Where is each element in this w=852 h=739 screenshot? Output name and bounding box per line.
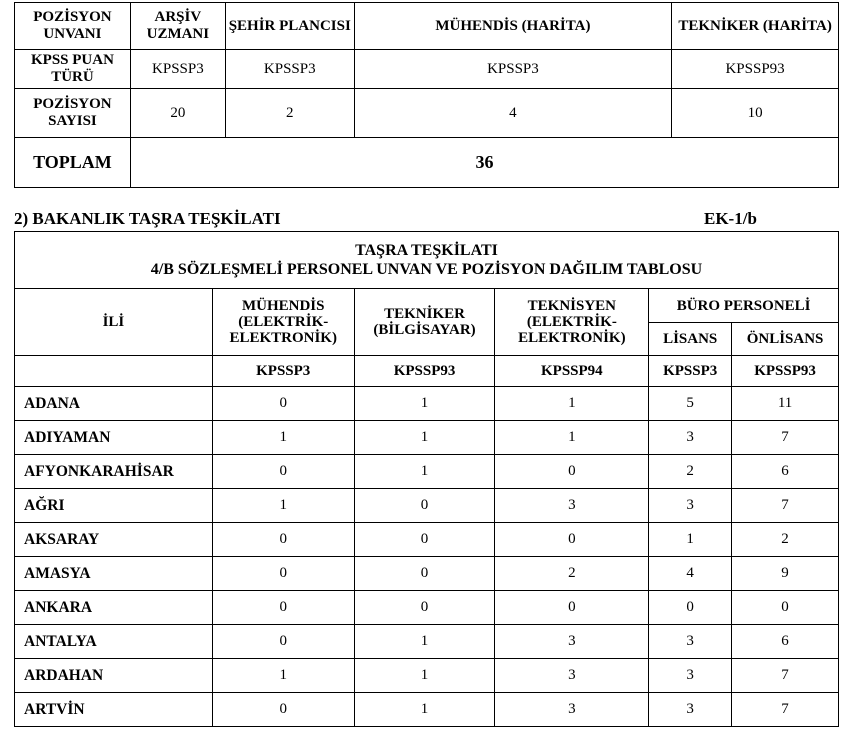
table-cell: 0 bbox=[649, 591, 732, 625]
city-name-cell: ARTVİN bbox=[15, 693, 213, 727]
table-cell: 0 bbox=[212, 591, 354, 625]
table-cell: 7 bbox=[732, 659, 839, 693]
table-row bbox=[15, 421, 839, 455]
kpss-cell: KPSSP3 bbox=[212, 356, 354, 387]
kpss-cell: KPSSP93 bbox=[732, 356, 839, 387]
total-value: 36 bbox=[130, 138, 838, 188]
table-cell: 20 bbox=[130, 89, 225, 138]
column-subheader: ÖNLİSANS bbox=[732, 323, 839, 356]
column-header: ŞEHİR PLANCISI bbox=[225, 3, 354, 50]
table-cell: 0 bbox=[354, 523, 495, 557]
table-cell: 7 bbox=[732, 421, 839, 455]
city-name-cell: AFYONKARAHİSAR bbox=[15, 455, 213, 489]
table-cell: 0 bbox=[212, 455, 354, 489]
table-cell: 2 bbox=[649, 455, 732, 489]
table-cell: KPSSP93 bbox=[672, 50, 839, 89]
table-title-line: TAŞRA TEŞKİLATI bbox=[355, 242, 498, 259]
table-row bbox=[15, 659, 839, 693]
table-cell: 0 bbox=[732, 591, 839, 625]
table-row bbox=[15, 455, 839, 489]
table-cell: 6 bbox=[732, 625, 839, 659]
office-staff-header: BÜRO PERSONELİ bbox=[649, 289, 839, 323]
position-title-label: POZİSYON UNVANI bbox=[15, 3, 131, 50]
table-cell: 1 bbox=[495, 421, 649, 455]
city-column-header: İLİ bbox=[15, 289, 213, 356]
table-row bbox=[15, 557, 839, 591]
table-cell: KPSSP3 bbox=[225, 50, 354, 89]
table-cell: 0 bbox=[212, 625, 354, 659]
table-cell: 2 bbox=[732, 523, 839, 557]
table-cell: 7 bbox=[732, 693, 839, 727]
column-header: TEKNİKER (HARİTA) bbox=[672, 3, 839, 50]
table-cell: 4 bbox=[649, 557, 732, 591]
city-name-cell: ADANA bbox=[15, 387, 213, 421]
city-name-cell: AMASYA bbox=[15, 557, 213, 591]
table-row bbox=[15, 523, 839, 557]
table-row bbox=[15, 89, 839, 138]
table-cell: 1 bbox=[354, 693, 495, 727]
column-subheader: LİSANS bbox=[649, 323, 732, 356]
kpss-cell: KPSSP3 bbox=[649, 356, 732, 387]
table-cell: 1 bbox=[212, 659, 354, 693]
table-cell: 1 bbox=[354, 625, 495, 659]
table-cell: 1 bbox=[354, 387, 495, 421]
table-cell: 6 bbox=[732, 455, 839, 489]
table-cell: 0 bbox=[495, 455, 649, 489]
table-row bbox=[15, 489, 839, 523]
city-name-cell: AKSARAY bbox=[15, 523, 213, 557]
table-cell: 2 bbox=[495, 557, 649, 591]
city-name-cell: ADIYAMAN bbox=[15, 421, 213, 455]
table-row bbox=[15, 591, 839, 625]
table-cell: 10 bbox=[672, 89, 839, 138]
table-cell: 0 bbox=[354, 591, 495, 625]
table-cell: 0 bbox=[212, 523, 354, 557]
column-header: TEKNİSYEN (ELEKTRİK-ELEKTRONİK) bbox=[495, 289, 649, 356]
table-title-row bbox=[15, 232, 839, 289]
table-cell: 11 bbox=[732, 387, 839, 421]
table-cell: 4 bbox=[354, 89, 671, 138]
table-header-row bbox=[15, 289, 839, 323]
table-cell: 0 bbox=[212, 557, 354, 591]
column-header: MÜHENDİS (HARİTA) bbox=[354, 3, 671, 50]
table-cell: 1 bbox=[354, 421, 495, 455]
provincial-distribution-table bbox=[14, 231, 839, 727]
section-heading bbox=[14, 209, 839, 231]
table-cell: 0 bbox=[212, 387, 354, 421]
kpss-row bbox=[15, 356, 839, 387]
kpss-cell: KPSSP94 bbox=[495, 356, 649, 387]
total-label: TOPLAM bbox=[15, 138, 131, 188]
table-cell: 3 bbox=[649, 625, 732, 659]
table-row bbox=[15, 625, 839, 659]
table-cell: 5 bbox=[649, 387, 732, 421]
kpss-type-label: KPSS PUAN TÜRÜ bbox=[15, 50, 131, 89]
table-cell: 2 bbox=[225, 89, 354, 138]
table-cell: 1 bbox=[495, 387, 649, 421]
column-header: TEKNİKER (BİLGİSAYAR) bbox=[354, 289, 495, 356]
table-cell: 1 bbox=[649, 523, 732, 557]
column-header: ARŞİV UZMANI bbox=[130, 3, 225, 50]
section-reference: EK-1/b bbox=[704, 209, 757, 228]
table-cell: 0 bbox=[212, 693, 354, 727]
table-cell: 7 bbox=[732, 489, 839, 523]
table-body bbox=[15, 387, 839, 727]
table-cell: 3 bbox=[649, 693, 732, 727]
city-name-cell: ARDAHAN bbox=[15, 659, 213, 693]
table-cell: 3 bbox=[649, 421, 732, 455]
table-cell: 9 bbox=[732, 557, 839, 591]
table-subtitle-line: 4/B SÖZLEŞMELİ PERSONEL UNVAN VE POZİSYON DAĞILIM TABLOSU bbox=[150, 261, 703, 278]
table-row bbox=[15, 693, 839, 727]
table-cell: 3 bbox=[495, 489, 649, 523]
city-name-cell: ANKARA bbox=[15, 591, 213, 625]
section-title: 2) BAKANLIK TAŞRA TEŞKİLATI bbox=[14, 209, 281, 228]
city-name-cell: ANTALYA bbox=[15, 625, 213, 659]
position-count-label: POZİSYON SAYISI bbox=[15, 89, 131, 138]
position-summary-table bbox=[14, 2, 839, 188]
table-cell: 0 bbox=[495, 591, 649, 625]
table-cell: KPSSP3 bbox=[354, 50, 671, 89]
table-cell: 0 bbox=[354, 489, 495, 523]
table-cell: 1 bbox=[354, 455, 495, 489]
column-header: MÜHENDİS (ELEKTRİK-ELEKTRONİK) bbox=[212, 289, 354, 356]
table-cell: KPSSP3 bbox=[130, 50, 225, 89]
table-cell: 0 bbox=[495, 523, 649, 557]
table-header-row bbox=[15, 3, 839, 50]
table-cell: 1 bbox=[354, 659, 495, 693]
table-cell: 1 bbox=[212, 421, 354, 455]
table-cell: 3 bbox=[495, 659, 649, 693]
table-cell: 3 bbox=[649, 659, 732, 693]
table-cell: 0 bbox=[354, 557, 495, 591]
table-cell: 3 bbox=[495, 625, 649, 659]
table-cell: 1 bbox=[212, 489, 354, 523]
table-cell: 3 bbox=[649, 489, 732, 523]
table-row bbox=[15, 387, 839, 421]
table-row bbox=[15, 50, 839, 89]
city-name-cell: AĞRI bbox=[15, 489, 213, 523]
table-cell: 3 bbox=[495, 693, 649, 727]
total-row bbox=[15, 138, 839, 188]
table-title bbox=[15, 232, 839, 289]
kpss-cell: KPSSP93 bbox=[354, 356, 495, 387]
empty-cell bbox=[15, 356, 213, 387]
